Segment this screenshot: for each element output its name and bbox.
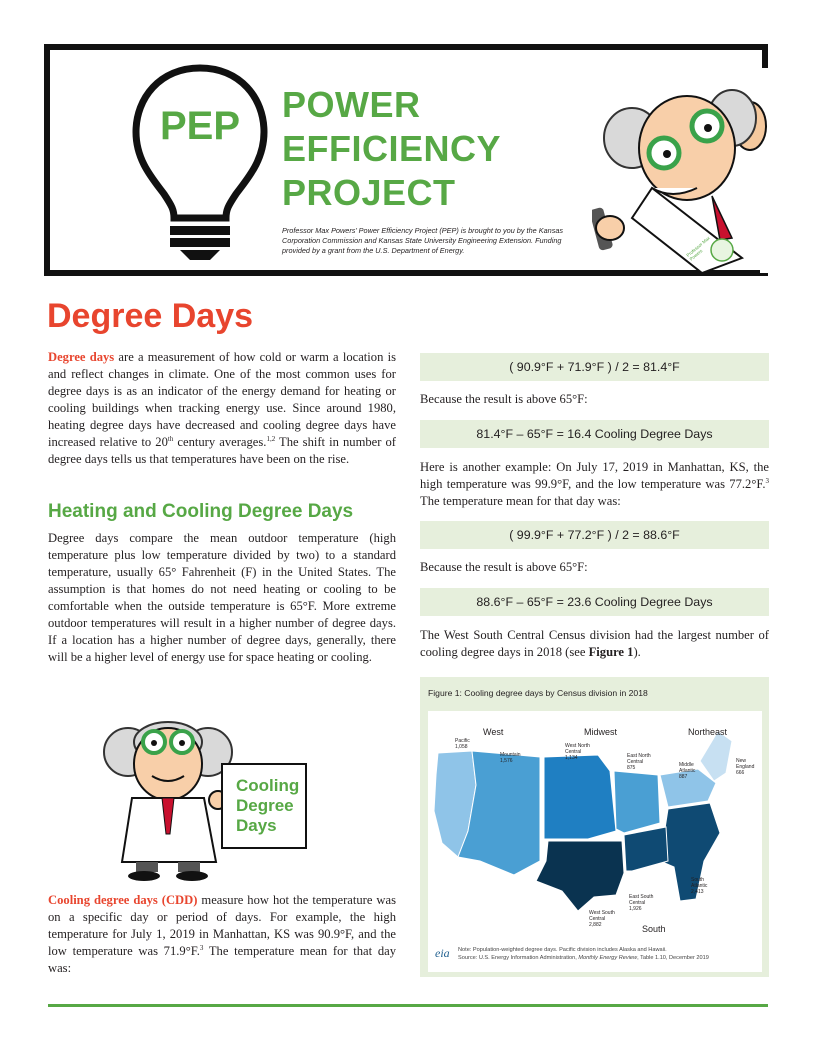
section-subhead: Heating and Cooling Degree Days xyxy=(48,501,354,522)
equation-2: 81.4°F – 65°F = 16.4 Cooling Degree Days xyxy=(420,420,769,448)
conclusion-paragraph: The West South Central Census division had the largest number of cooling degree days in 2018 (see Figure 1). xyxy=(420,628,769,659)
professor-peeking-illustration xyxy=(592,68,782,273)
cdd-term: Cooling degree days (CDD) xyxy=(48,893,198,907)
west-south-central-division xyxy=(536,841,624,911)
equation-3: ( 99.9°F + 77.2°F ) / 2 = 88.6°F xyxy=(420,521,769,549)
sign-line-2: Degree xyxy=(236,796,294,815)
header-blurb: Professor Max Powers’ Power Efficiency Project (PEP) is brought to you by the Kansas Corporation Commission and Kansas State University Engineering Extension. Funding provided by a grant from the U.S. Department of Energy. xyxy=(282,226,564,255)
us-census-division-map xyxy=(428,711,762,943)
equation-4: 88.6°F – 65°F = 23.6 Cooling Degree Days xyxy=(420,588,769,616)
footer-divider xyxy=(48,1004,768,1007)
label-west-north-central: West North Central 1,134 xyxy=(565,743,590,761)
east-north-central-division xyxy=(614,771,660,833)
region-label-south: South xyxy=(642,924,666,934)
region-label-midwest: Midwest xyxy=(584,727,618,737)
eia-logo: eia xyxy=(435,946,450,960)
degree-days-paragraph: Degree days compare the mean outdoor temperature (high temperature plus low temperature divided by two) to a standard temperature, usually 65° Fahrenheit (F) in the United States. The assumption is that homes do not need heating or cooling to be comfortable when the outside temperature is 65°F. More extreme outdoor temperatures will result in a higher number of degree days. If a location has a higher number of degree days, generally, there will be a higher level of energy use for space heating or cooling. xyxy=(48,531,396,664)
label-new-england: New England 666 xyxy=(736,758,755,776)
new-england-division xyxy=(700,731,732,781)
logo-acronym: PEP xyxy=(160,104,241,148)
figure-title: Figure 1: Cooling degree days by Census division in 2018 xyxy=(428,688,648,698)
south-atlantic-division xyxy=(660,803,720,901)
label-middle-atlantic: Middle Atlantic 887 xyxy=(679,762,696,780)
cdd-paragraph: Cooling degree days (CDD) measure how hot the temperature was on a specific day or period of days. For example, the high temperature for July 1, 2019 in Manhattan, KS was 90.9°F, and the low temperature was 71.9°F.$^3$ The temperature mean for that day was: xyxy=(48,893,396,975)
logo-line-2: EFFICIENCY xyxy=(282,128,502,169)
label-south-atlantic: South Atlantic 2,413 xyxy=(691,877,708,895)
west-north-central-division xyxy=(544,755,616,839)
east-south-central-division xyxy=(624,827,668,871)
because-text-2: Because the result is above 65°F: xyxy=(420,560,588,574)
sign-line-3: Days xyxy=(236,816,277,835)
label-west-south-central: West South Central 2,882 xyxy=(589,910,615,928)
lightbulb-logo-icon xyxy=(130,60,270,265)
intro-paragraph: Degree days are a measurement of how cold or warm a location is and reflect changes in climate. One of the most common uses for degree days is as an indicator of the energy demand for heating or cooling buildings when tracking energy use. Since around 1980, heating degree days have decreased and cooling degree days have increased relative to 20th century averages.$^{1,2}$ The shift in number of degree days tells us that temperatures have been on the rise. xyxy=(48,350,396,466)
figure-note: Note: Population-weighted degree days. Pacific division includes Alaska and Hawaii. Source: U.S. Energy Information Administration, Monthly Energy Review, Table 1.10, December 2019 xyxy=(458,947,709,961)
logo-line-1: POWER xyxy=(282,84,421,125)
professor-badge: Professor Max Powers xyxy=(685,235,711,262)
region-label-northeast: Northeast xyxy=(688,727,728,737)
equation-1: ( 90.9°F + 71.9°F ) / 2 = 81.4°F xyxy=(420,353,769,381)
label-mountain: Mountain 1,576 xyxy=(500,752,521,764)
label-east-south-central: East South Central 1,926 xyxy=(629,894,654,912)
because-text-1: Because the result is above 65°F: xyxy=(420,392,588,406)
intro-term: Degree days xyxy=(48,350,115,364)
page-title: Degree Days xyxy=(47,297,254,335)
logo-line-3: PROJECT xyxy=(282,172,456,213)
label-east-north-central: East North Central 875 xyxy=(627,753,651,771)
label-pacific: Pacific 1,058 xyxy=(455,738,470,750)
example-paragraph: Here is another example: On July 17, 2019 in Manhattan, KS, the high temperature was 99.9°F, and the low temperature was 77.2°F.$^3$ The temperature mean for that day was: xyxy=(420,460,769,508)
sign-line-1: Cooling xyxy=(236,776,300,795)
region-label-west: West xyxy=(483,727,504,737)
